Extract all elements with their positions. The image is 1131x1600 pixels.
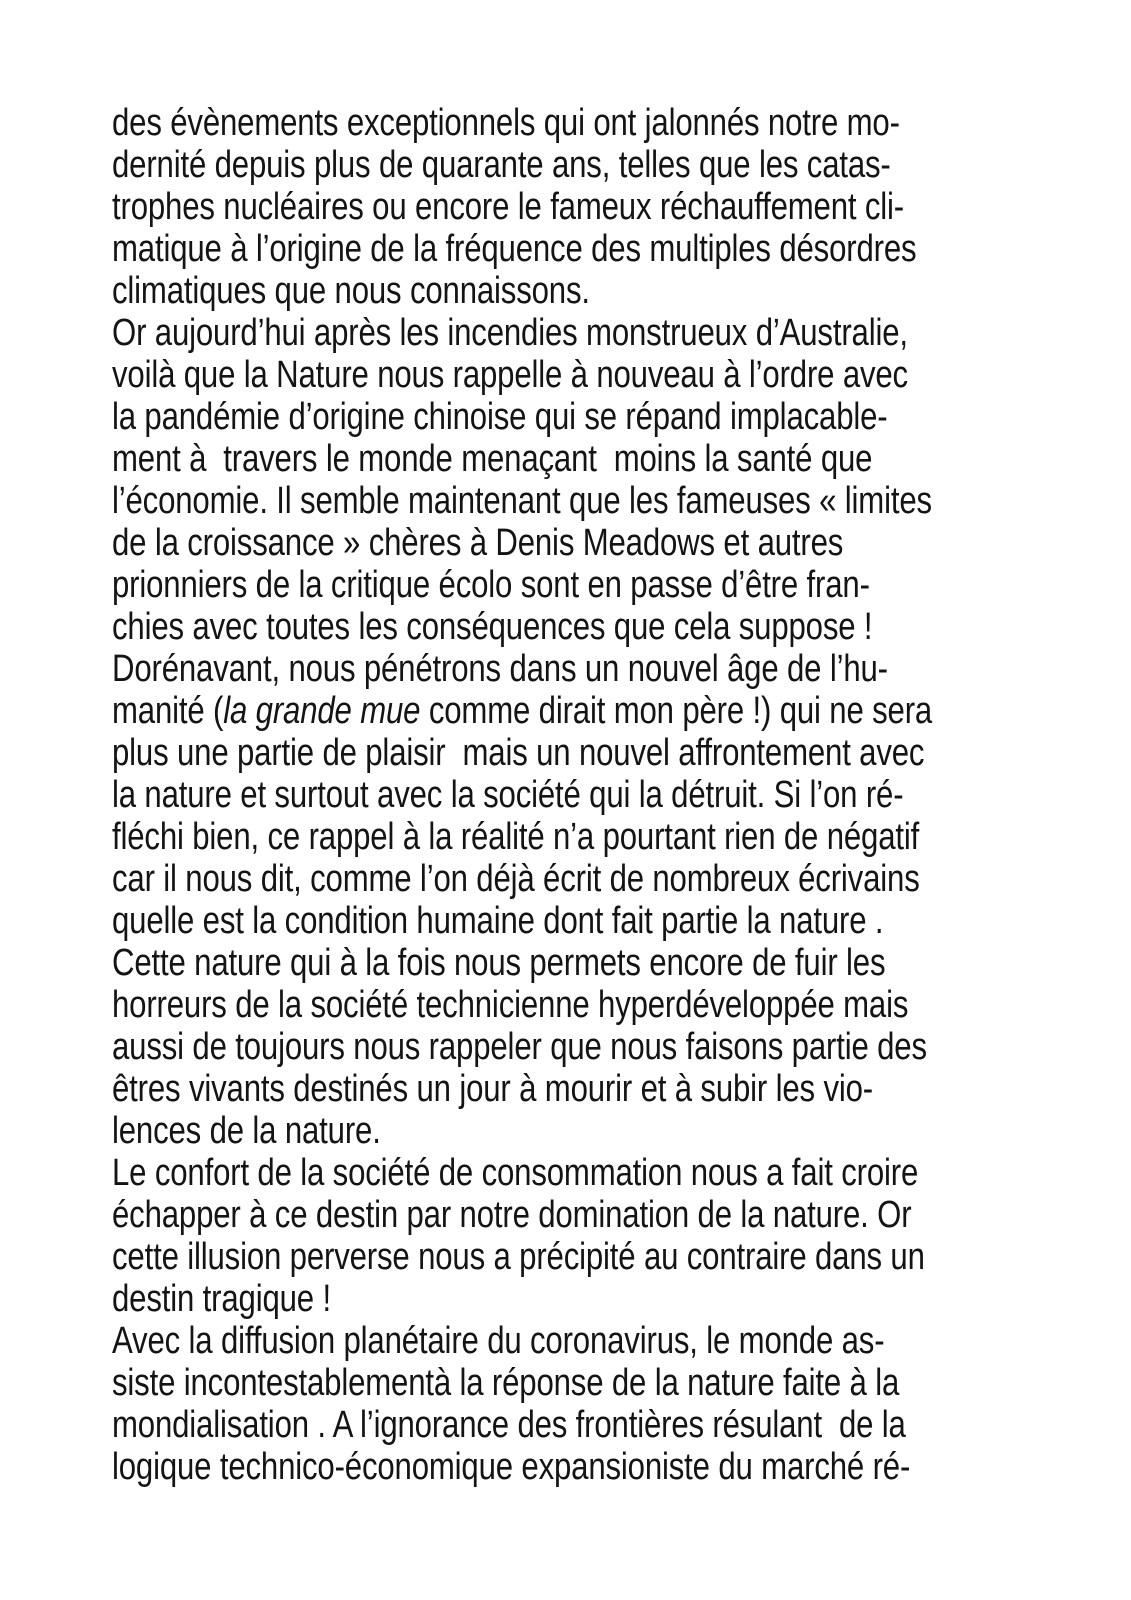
text-line [112, 144, 998, 186]
text-line [112, 648, 998, 690]
text-line [112, 102, 998, 144]
text-line [112, 690, 998, 732]
text-line [112, 186, 998, 228]
text-line [112, 1278, 998, 1320]
text-line [112, 1068, 998, 1110]
text-line [112, 942, 998, 984]
text-segment: comme dirait mon père !) qui ne sera [420, 690, 933, 732]
text-segment: trophes nucléaires ou encore le fameux réchauffement cli- [112, 186, 905, 228]
text-line [112, 1320, 998, 1362]
text-line [112, 1404, 998, 1446]
text-line [112, 228, 998, 270]
text-segment: car il nous dit, comme l’on déjà écrit de nombreux écrivains [112, 858, 920, 900]
text-segment: Cette nature qui à la fois nous permets encore de fuir les [112, 942, 886, 984]
text-segment: chies avec toutes les conséquences que cela suppose ! [112, 606, 873, 648]
text-segment: Avec la diffusion planétaire du coronavirus, le monde as- [112, 1320, 885, 1362]
text-segment: mondialisation . A l’ignorance des frontières résulant de la [112, 1404, 906, 1446]
text-line [112, 396, 998, 438]
text-segment: dernité depuis plus de quarante ans, telles que les catas- [112, 144, 891, 186]
text-line [112, 1194, 998, 1236]
text-segment: Dorénavant, nous pénétrons dans un nouvel âge de l’hu- [112, 648, 888, 690]
text-segment: plus une partie de plaisir mais un nouvel affrontement avec [112, 732, 925, 774]
text-segment: Or aujourd’hui après les incendies monstrueux d’Australie, [112, 312, 908, 354]
text-line [112, 564, 998, 606]
text-line [112, 984, 998, 1026]
text-segment: matique à l’origine de la fréquence des multiples désordres [112, 228, 917, 270]
text-segment: êtres vivants destinés un jour à mourir et à subir les vio- [112, 1068, 874, 1110]
text-segment: destin tragique ! [112, 1278, 331, 1320]
text-line [112, 480, 998, 522]
text-line [112, 816, 998, 858]
text-line [112, 1152, 998, 1194]
text-line [112, 438, 998, 480]
text-segment: Le confort de la société de consommation nous a fait croire [112, 1152, 919, 1194]
text-segment: quelle est la condition humaine dont fait partie la nature . [112, 900, 884, 942]
text-segment: la nature et surtout avec la société qui la détruit. Si l’on ré- [112, 774, 904, 816]
text-segment: logique technico-économique expansioniste du marché ré- [112, 1446, 911, 1488]
text-segment: manité ( [112, 690, 224, 732]
text-line [112, 522, 998, 564]
text-line [112, 1110, 998, 1152]
text-segment: l’économie. Il semble maintenant que les fameuses « limites [112, 480, 932, 522]
body-text [112, 102, 998, 1488]
text-segment: climatiques que nous connaissons. [112, 270, 590, 312]
text-segment: échapper à ce destin par notre domination de la nature. Or [112, 1194, 912, 1236]
text-line [112, 312, 998, 354]
text-line [112, 1236, 998, 1278]
text-segment: la pandémie d’origine chinoise qui se répand implacable- [112, 396, 888, 438]
text-line [112, 606, 998, 648]
text-segment: ment à travers le monde menaçant moins la santé que [112, 438, 873, 480]
text-line [112, 732, 998, 774]
text-line [112, 1446, 998, 1488]
text-segment: fléchi bien, ce rappel à la réalité n’a pourtant rien de négatif [112, 816, 920, 858]
text-segment: siste incontestablementà la réponse de la nature faite à la [112, 1362, 900, 1404]
text-segment: lences de la nature. [112, 1110, 381, 1152]
text-segment-italic: la grande mue [223, 690, 421, 732]
text-segment: de la croissance » chères à Denis Meadows et autres [112, 522, 844, 564]
text-line [112, 858, 998, 900]
text-line [112, 1362, 998, 1404]
text-line [112, 900, 998, 942]
text-segment: voilà que la Nature nous rappelle à nouveau à l’ordre avec [112, 354, 908, 396]
text-line [112, 354, 998, 396]
text-segment: des évènements exceptionnels qui ont jalonnés notre mo- [112, 102, 900, 144]
text-line [112, 774, 998, 816]
text-segment: prionniers de la critique écolo sont en passe d’être fran- [112, 564, 870, 606]
text-line [112, 270, 998, 312]
text-segment: horreurs de la société technicienne hyperdéveloppée mais [112, 984, 909, 1026]
text-segment: aussi de toujours nous rappeler que nous faisons partie des [112, 1026, 927, 1068]
text-segment: cette illusion perverse nous a précipité au contraire dans un [112, 1236, 925, 1278]
text-line [112, 1026, 998, 1068]
